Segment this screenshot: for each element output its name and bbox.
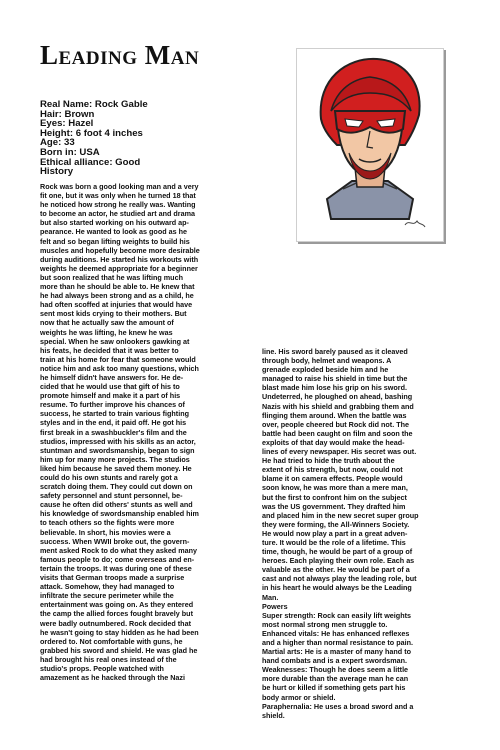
text-line: him up for many more projects. The studios [40,454,190,464]
text-line: could do his own stunts and rarely got a [40,473,178,482]
text-line: be hurt or killed if something gets part his [262,683,406,693]
text-line: shield. [262,710,285,720]
text-line: pearance. He wanted to look as good as he [40,227,187,237]
text-line: were badly outnumbered. Rock decided that [40,618,191,628]
stat-real-name: Real Name: Rock Gable [40,99,148,110]
text-line: they were forming, the All-Winners Society. [262,519,410,529]
text-line: and a higher than normal resistance to pain. [262,638,413,647]
text-line: now that he actually saw the amount of [40,318,174,328]
text-line: through body, helmet and weapons. A [262,356,392,366]
text-line: battle had been caught on film and soon the [262,428,413,438]
history-text-right-column [262,347,462,720]
text-line: ordered to. Not comfortable with guns, he [40,636,183,646]
text-line: cided that he would use that gift of his to [40,382,180,392]
text-line: styles and in the end, it paid off. He got his [40,418,187,428]
text-line: liked him because he saved them money. He [40,463,192,473]
text-line: famous people to do; come overseas and en- [40,554,195,564]
text-line: lines of every newspaper. His secret was out. [262,447,417,457]
page-title: Leading Man [40,40,200,70]
text-line: safety personnel and stunt personnel, be- [40,491,183,501]
text-line: hand combats and is a expert swordsman. [262,656,407,666]
text-line: was the US government. They drafted him [262,501,406,511]
text-line: Rock was born a good looking man and a very [40,182,199,191]
text-line: more durable than the average man he can [262,674,409,684]
text-line: tertain the troops. It was during one of these [40,563,192,573]
text-line: his knowledge of swordsmanship enabled him [40,509,199,519]
text-line: special. When he saw onlookers gawking at [40,336,190,346]
text-line: Nazis with his shield and grabbing them and [262,401,414,411]
text-line: visits that German troops made a surprise [40,573,185,583]
text-line: but soon realized that he was lifting much [40,272,183,282]
text-line: valuable as the other. He would be part of a [262,565,410,575]
stat-age: Age: 33 [40,137,75,149]
text-line: attack. Somehow, they had managed to [40,582,175,592]
text-line: sent most kids crying to their mothers. But [40,309,187,319]
text-line: over, people cheered but Rock did not. The [262,419,409,429]
text-line: he himself didn't have answers for. He de- [40,372,184,382]
masked-hero-portrait-icon [297,49,443,241]
text-line: fit one, but it was only when he turned 18 that [40,191,196,201]
text-line: resume. To further improve his chances of [40,400,185,410]
text-line: to teach others so the fights were more [40,518,175,528]
text-line: he noticed how strong he really was. Wanting [40,200,196,210]
text-line: most normal strong men struggle to. [262,619,388,629]
text-line: to become an actor, he studied art and drama [40,209,195,219]
text-line: but the first to confront him on the subject [262,492,407,502]
text-line: grabbed his sword and shield. He was glad he [40,645,198,655]
text-line: body armor or shield. [262,692,336,702]
text-line: first break in a swashbuckler's film and the [40,427,187,437]
text-line: exploits of that day would make the head- [262,437,405,447]
text-line: success, he started to train various fighting [40,409,189,419]
text-line: the camp the allied forces fought bravely but [40,609,193,619]
text-line: more than he should be able to. He knew that [40,282,195,292]
text-line: believable. In short, his movies were a [40,527,171,537]
stat-height: Height: 6 foot 4 inches [40,127,143,139]
text-line: during auditions. He started his workouts with [40,254,199,264]
history-heading: History [40,166,74,178]
text-line: weights he was lifting, he knew he was [40,327,173,337]
text-line: notice him and ask too many questions, which [40,363,199,373]
text-line: soon know, he was more than a mere man, [262,483,408,493]
history-text-left-column [40,182,270,682]
text-line: infiltrate the secure perimeter while the [40,591,174,601]
text-line: extent of his strength, but now, could not [262,465,403,475]
text-line: Man. [262,592,279,602]
text-line: and placed him in the new secret super group [262,510,419,520]
stat-born-in: Born in: USA [40,146,100,158]
stat-hair: Hair: Brown [40,108,95,120]
text-line: cause he often did others' stunts as well and [40,500,193,510]
text-line: line. His sword barely paused as it cleaved [262,347,408,356]
text-line: entertainment was going on. As they entered [40,600,194,610]
text-line: success. When WWII broke out, the govern- [40,536,190,546]
text-line: train at his home for fear that someone would [40,354,196,364]
text-line: promote himself and make it a part of his [40,391,181,401]
text-line: scratch doing them. They could cut down on [40,482,193,492]
text-line: had brought his real ones instead of the [40,654,177,664]
text-line: amazement as he hacked through the Nazi [40,673,185,683]
text-line: He would now play a part in a great adven- [262,528,408,538]
text-line: He had tried to hide the truth about the [262,456,395,466]
text-line: weights he deemed appropriate for a beginner [40,263,198,273]
text-line: heroes. Each playing their own role. Each as [262,556,415,566]
text-line: stuntman and swordsmanship, began to sign [40,445,195,455]
text-line: managed to raise his shield in time but the [262,374,408,384]
character-stats [40,100,300,177]
character-portrait [296,48,444,242]
text-line: ture. It would be the role of a lifetime. This [262,537,406,547]
text-line: Powers [262,601,288,611]
text-line: in his heart he would always be the Leading [262,583,412,593]
stat-ethical-alliance: Ethical alliance: Good [40,156,141,168]
text-line: felt and so began lifting weights to build his [40,236,190,246]
text-line: blame it on camera effects. People would [262,474,403,484]
text-line: grenade exploded beside him and he [262,365,389,375]
text-line: had often scoffed at injuries that would have [40,300,193,310]
text-line: ment asked Rock to do what they asked many [40,545,197,555]
text-line: Enhanced vitals: He has enhanced reflexes [262,628,410,638]
text-line: Weaknesses: Though he does seem a little [262,665,409,675]
text-line: blast made him lose his grip on his sword. [262,383,407,393]
text-line: his feats, he decided that it was better to [40,345,179,355]
text-line: he wasn't going to stay hidden as he had been [40,627,199,637]
text-line: Paraphernalia: He uses a broad sword and a [262,701,414,711]
text-line: studio's props. People watched with [40,663,164,673]
text-line: cast and not always play the leading role, but [262,574,417,584]
text-line: Super strength: Rock can easily lift weights [262,610,411,620]
text-line: muscles and hopefully become more desirable [40,245,200,255]
text-line: he had always been strong and as a child, he [40,291,194,301]
stat-eyes: Eyes: Hazel [40,118,94,130]
text-line: studios, impressed with his skills as an actor, [40,436,196,446]
text-line: time, though, he would be part of a group of [262,547,413,557]
text-line: but also started working on his outward ap- [40,218,189,228]
text-line: Undeterred, he ploughed on ahead, bashing [262,392,413,402]
text-line: flinging them around. When the battle was [262,410,407,420]
text-line: Martial arts: He is a master of many hand to [262,647,411,657]
